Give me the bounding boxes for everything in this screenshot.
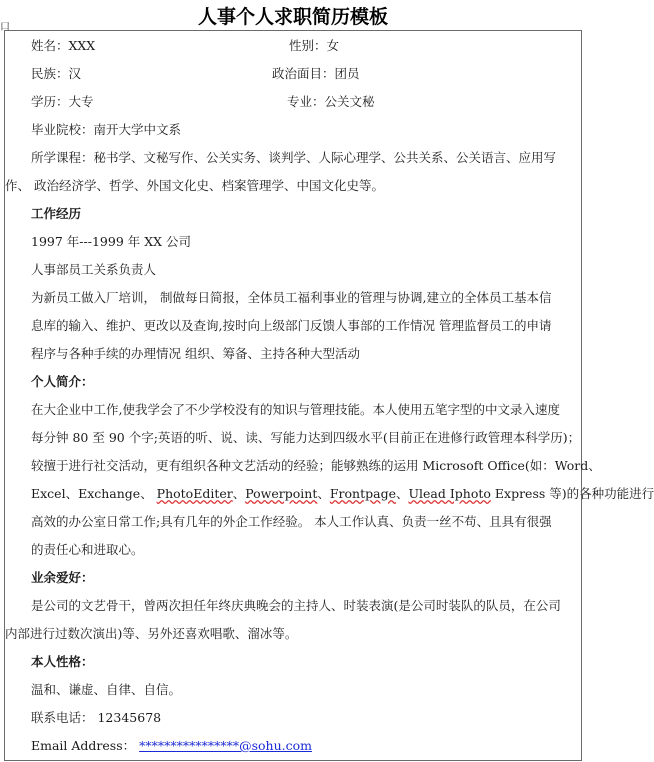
personality-text: 温和、谦虚、自律、自信。	[31, 682, 182, 697]
field-name: 姓名：XXX	[31, 38, 96, 53]
profile-line-4	[31, 486, 654, 502]
field-school: 毕业院校：南开大学中文系	[31, 122, 182, 137]
work-heading: 工作经历	[31, 206, 82, 221]
hobby-line-1: 是公司的文艺骨干，曾两次担任年终庆典晚会的主持人、时装表演(是公司时装队的队员，在公司	[31, 598, 561, 613]
field-politics: 政治面目：团员	[272, 66, 360, 81]
software-ulead-iphoto: Ulead Iphoto	[408, 486, 491, 501]
email-link[interactable]: ****************@sohu.com	[139, 738, 313, 753]
software-photoediter: PhotoEditer	[156, 486, 233, 501]
hobby-line-2: 内部进行过数次演出)等、另外还喜欢唱歌、溜冰等。	[5, 626, 298, 641]
personality-heading: 本人性格：	[31, 654, 94, 669]
work-period: 1997 年---1999 年 XX 公司	[31, 234, 191, 249]
software-express-tail: Express 等)的各种功能进行	[490, 486, 654, 501]
profile-line-1: 在大企业中工作,使我学会了不少学校没有的知识与管理技能。本人使用五笔字型的中文录入速度	[31, 402, 560, 417]
field-gender: 性别：女	[289, 38, 340, 53]
software-powerpoint: Powerpoint	[245, 486, 318, 501]
software-excel-exchange: Excel、Exchange、	[31, 486, 157, 501]
resume-frame	[4, 30, 582, 761]
page-title: 人事个人求职简历模板	[197, 6, 388, 28]
email-label: Email Address：	[31, 738, 140, 753]
profile-line-5: 高效的办公室日常工作;具有几年的外企工作经验。 本人工作认真、负责一丝不苟、且具有很强	[31, 514, 552, 529]
software-frontpage: Frontpage	[329, 486, 396, 501]
field-major: 专业：公关文秘	[287, 94, 375, 109]
separator: 、	[317, 486, 330, 501]
profile-line-3: 较擅于进行社交活动，更有组织各种文艺活动的经验；能够熟练的运用 Microsoft Office(如：Word、	[31, 458, 601, 473]
phone-field: 联系电话： 12345678	[31, 710, 162, 725]
profile-heading: 个人简介：	[31, 374, 94, 389]
field-education: 学历：大专	[31, 94, 94, 109]
profile-line-2: 每分钟 80 至 90 个字;英语的听、说、读、写能力达到四级水平(目前正在进修行政管理本科学历)；	[31, 430, 581, 445]
profile-line-6: 的责任心和进取心。	[31, 542, 144, 557]
work-desc-2: 息库的输入、维护、更改以及查询,按时向上级部门反馈人事部的工作情况 管理监督员工的申请	[31, 318, 552, 333]
work-desc-3: 程序与各种手续的办理情况 组织、筹备、主持各种大型活动	[31, 346, 360, 361]
work-desc-1: 为新员工做入厂培训， 制做每日简报，全体员工福利事业的管理与协调,建立的全体员工基本信	[31, 290, 552, 305]
courses-line-1: 所学课程：秘书学、文秘写作、公关实务、谈判学、人际心理学、公共关系、公关语言、应用写	[31, 150, 557, 165]
separator: 、	[395, 486, 409, 501]
email-field	[31, 738, 312, 754]
courses-line-2: 作、 政治经济学、哲学、外国文化史、档案管理学、中国文化史等。	[5, 178, 384, 193]
text-cursor-marker: 口	[0, 22, 10, 33]
separator: 、	[232, 486, 246, 501]
field-ethnicity: 民族：汉	[31, 66, 82, 81]
hobby-heading: 业余爱好：	[31, 570, 94, 585]
work-role: 人事部员工关系负责人	[31, 262, 157, 277]
